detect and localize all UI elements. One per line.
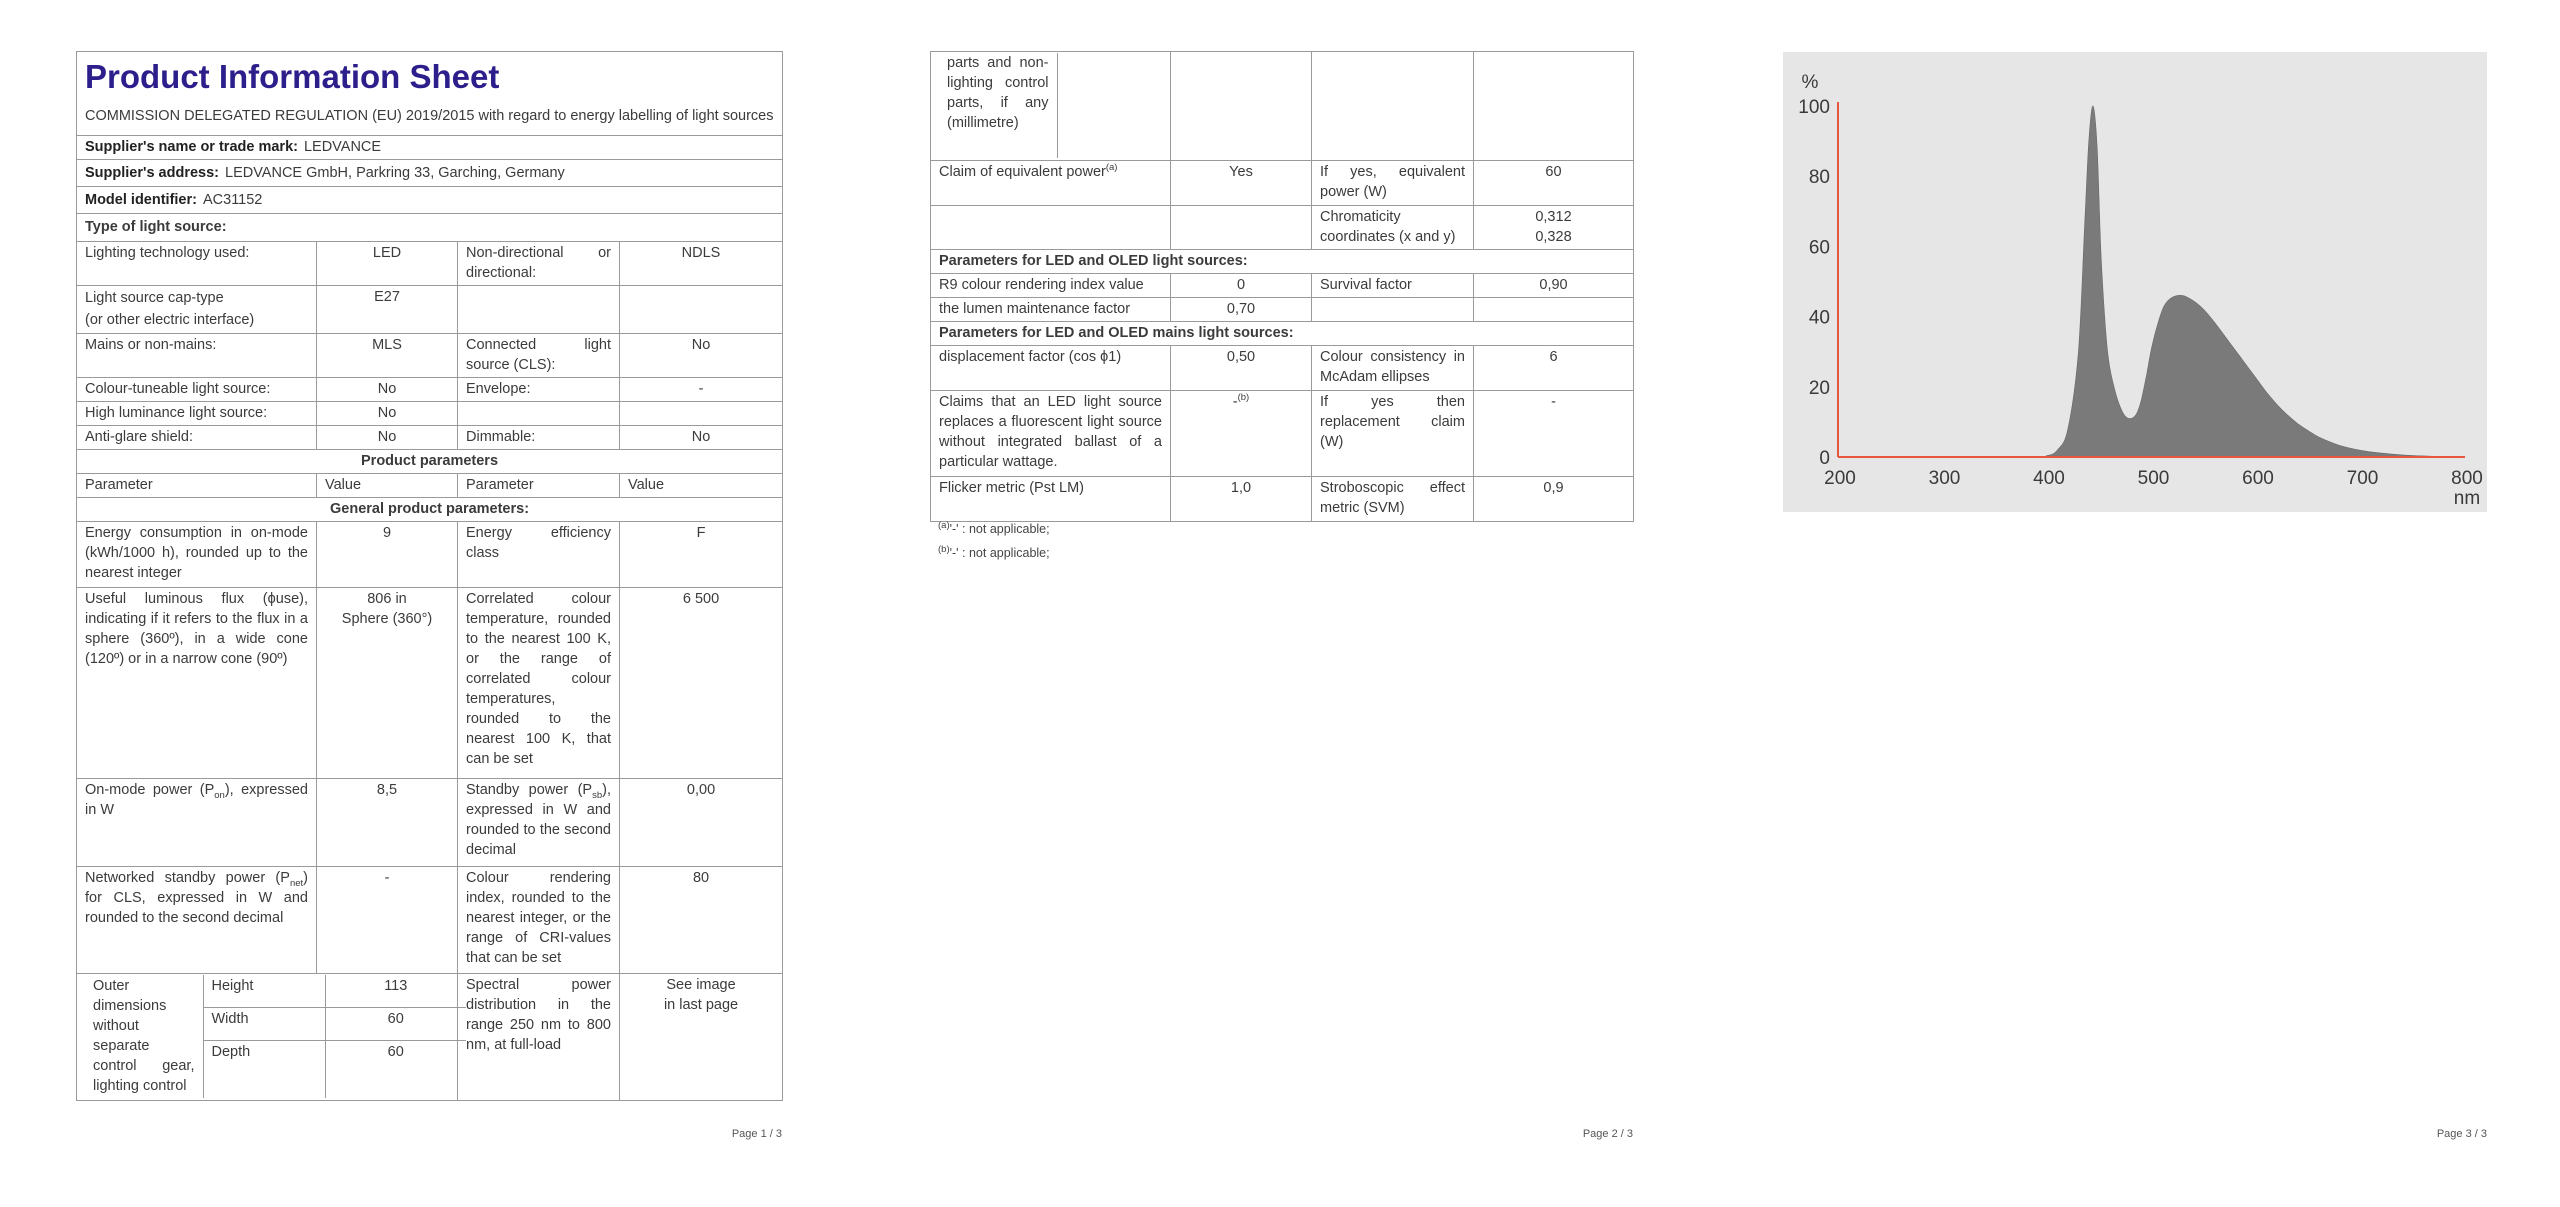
- flicker-value: 1,0: [1171, 477, 1312, 522]
- page-number: Page 3 / 3: [2436, 1128, 2487, 1140]
- chromaticity-x: 0,312: [1535, 209, 1572, 225]
- height-value: 113: [325, 975, 466, 1007]
- type-heading: Type of light source:: [77, 214, 783, 242]
- empty-cell: [1312, 298, 1474, 322]
- x-tick-label: 200: [1824, 468, 1856, 489]
- spd-value: [620, 974, 783, 1101]
- flicker-label: Flicker metric (Pst LM): [931, 477, 1171, 522]
- cls-label: Connected light source (CLS):: [458, 334, 620, 378]
- stroboscopic-label: Stroboscopic effect metric (SVM): [1312, 477, 1474, 522]
- onmode-power-value: 8,5: [317, 779, 458, 867]
- survival-value: 0,90: [1474, 274, 1634, 298]
- regulation-subtitle: COMMISSION DELEGATED REGULATION (EU) 2019/2015 with regard to energy labelling of light sources: [85, 108, 774, 124]
- outer-dimensions-cell: [77, 974, 458, 1101]
- lumen-maint-label: the lumen maintenance factor: [931, 298, 1171, 322]
- col-header-parameter: Parameter: [77, 474, 317, 498]
- onmode-label-b: ), expressed in W: [85, 782, 308, 818]
- tuneable-label: Colour-tuneable light source:: [77, 378, 317, 402]
- col-header-value: Value: [317, 474, 458, 498]
- spectral-power-chart: [1783, 52, 2487, 512]
- header-cell: [77, 52, 783, 136]
- empty-cell: [1057, 53, 1179, 158]
- page-number: Page 1 / 3: [731, 1128, 782, 1140]
- general-params-heading: General product parameters:: [77, 498, 783, 522]
- onmode-label-sub: on: [214, 789, 225, 801]
- height-label: Height: [203, 975, 325, 1007]
- high-lum-label: High luminance light source:: [77, 402, 317, 426]
- standby-label-sub: sb: [592, 789, 603, 801]
- footnote-a: [938, 519, 1050, 536]
- mains-label: Mains or non-mains:: [77, 334, 317, 378]
- standby-power-value: 0,00: [620, 779, 783, 867]
- energy-class-value: F: [620, 522, 783, 588]
- envelope-value: -: [620, 378, 783, 402]
- cap-value: E27: [317, 286, 458, 334]
- tuneable-value: No: [317, 378, 458, 402]
- cri-value: 80: [620, 867, 783, 974]
- r9-value: 0: [1171, 274, 1312, 298]
- page-1: [0, 0, 860, 1207]
- claims-label: Claims that an LED light source replaces a fluorescent light source without integrated ballast of a particular wattage.: [931, 391, 1171, 477]
- empty-cell: [458, 402, 620, 426]
- outer-dimensions-label: Outer dimensions without separate control gear, lighting control: [85, 975, 203, 1098]
- energy-class-label: Energy efficiency class: [458, 522, 620, 588]
- continued-subtable: [939, 53, 1179, 158]
- footnote-ref-a: (a): [1105, 162, 1118, 174]
- equiv-power-w-value: 60: [1474, 161, 1634, 206]
- lumen-maint-value: 0,70: [1171, 298, 1312, 322]
- survival-label: Survival factor: [1312, 274, 1474, 298]
- onmode-label-a: On-mode power (P: [85, 782, 215, 798]
- envelope-label: Envelope:: [458, 378, 620, 402]
- networked-standby-label: [77, 867, 317, 974]
- cct-label: Correlated colour temperature, rounded to the nearest 100 K, or the range of correlated colour temperatures, rounded to the nearest 100 K, that can be set: [458, 588, 620, 779]
- footnote-b-text: '-' : not applicable;: [949, 546, 1050, 560]
- claims-value-text: -: [1232, 394, 1238, 410]
- networked-label-b: ) for CLS, expressed in W and rounded to the second decimal: [85, 870, 308, 926]
- displacement-label: displacement factor (cos ϕ1): [931, 346, 1171, 391]
- model-label: Model identifier:: [85, 192, 197, 208]
- flux-value-line2: Sphere (360°): [341, 611, 433, 627]
- width-value: 60: [325, 1007, 466, 1040]
- supplier-row: [77, 136, 783, 160]
- footnote-a-mark: (a): [938, 519, 950, 531]
- supplier-value: LEDVANCE: [303, 139, 382, 155]
- spectral-power-svg: [1783, 52, 2487, 512]
- dimmable-value: No: [620, 426, 783, 450]
- depth-label: Depth: [203, 1040, 325, 1098]
- width-label: Width: [203, 1007, 325, 1040]
- empty-cell: [1312, 52, 1474, 161]
- cap-label-line2: (or other electric interface): [85, 312, 255, 328]
- energy-consumption-value: 9: [317, 522, 458, 588]
- x-tick-label: 500: [2137, 468, 2170, 489]
- empty-cell: [1171, 52, 1312, 161]
- y-tick-label: 20: [1808, 377, 1830, 399]
- standby-power-label: [458, 779, 620, 867]
- product-info-table-continued: [930, 51, 1634, 522]
- col-header-value: Value: [620, 474, 783, 498]
- dimmable-label: Dimmable:: [458, 426, 620, 450]
- cct-value: 6 500: [620, 588, 783, 779]
- directional-label: Non-directional or directional:: [458, 242, 620, 286]
- dimensions-subtable: [85, 975, 466, 1098]
- spd-value-line1: See image: [666, 977, 736, 993]
- equiv-power-label: [931, 161, 1171, 206]
- replacement-label: If yes then replacement claim (W): [1312, 391, 1474, 477]
- footnote-b-mark: (b): [938, 543, 950, 555]
- address-label: Supplier's address:: [85, 165, 219, 181]
- lighting-tech-value: LED: [317, 242, 458, 286]
- spectrum-area-0: [1838, 106, 2465, 457]
- x-tick-label: 300: [1928, 468, 1961, 489]
- y-tick-label: 60: [1808, 237, 1830, 259]
- page-title: Product Information Sheet: [85, 58, 500, 95]
- spd-value-line2: in last page: [663, 997, 739, 1013]
- continued-dimension-label: parts and non-lighting control parts, if any (millimetre): [939, 53, 1057, 158]
- cap-label-line1: Light source cap-type: [85, 290, 224, 306]
- empty-cell: [1474, 52, 1634, 161]
- claims-value: [1171, 391, 1312, 477]
- page-2: [860, 0, 1720, 1207]
- empty-cell: [1474, 298, 1634, 322]
- x-tick-label: 600: [2242, 468, 2274, 489]
- y-axis-unit-label: %: [1801, 72, 1819, 93]
- antiglare-value: No: [317, 426, 458, 450]
- x-tick-label: 700: [2346, 468, 2379, 489]
- col-header-parameter: Parameter: [458, 474, 620, 498]
- depth-value: 60: [387, 1043, 404, 1060]
- cri-label: Colour rendering index, rounded to the nearest integer, or the range of CRI-values that can be set: [458, 867, 620, 974]
- supplier-label: Supplier's name or trade mark:: [85, 139, 298, 155]
- antiglare-label: Anti-glare shield:: [77, 426, 317, 450]
- networked-label-sub: net: [289, 877, 304, 889]
- address-value: LEDVANCE GmbH, Parkring 33, Garching, Germany: [225, 165, 565, 181]
- y-tick-label: 0: [1819, 448, 1830, 469]
- flux-value-line1: 806 in: [367, 591, 407, 607]
- x-tick-label: 800: [2451, 468, 2483, 489]
- r9-label: R9 colour rendering index value: [931, 274, 1171, 298]
- empty-cell: [1171, 206, 1312, 250]
- page-number: Page 2 / 3: [1582, 1128, 1633, 1140]
- colour-consistency-value: 6: [1474, 346, 1634, 391]
- equiv-power-value: Yes: [1171, 161, 1312, 206]
- empty-cell: [931, 206, 1171, 250]
- product-info-table: [76, 51, 783, 1101]
- x-tick-label: 400: [2033, 468, 2065, 489]
- stroboscopic-value: 0,9: [1474, 477, 1634, 522]
- lighting-tech-label: Lighting technology used:: [77, 242, 317, 286]
- empty-cell: [620, 402, 783, 426]
- footnote-b: [938, 543, 1050, 560]
- luminous-flux-value: [317, 588, 458, 779]
- footnote-a-text: '-' : not applicable;: [949, 522, 1050, 536]
- empty-cell: [620, 286, 783, 334]
- standby-label-a: Standby power (P: [466, 782, 593, 798]
- cls-value: No: [620, 334, 783, 378]
- luminous-flux-label: Useful luminous flux (ϕuse), indicating if it refers to the flux in a sphere (360º), in a wide cone (120º) or in a narrow cone (90º): [77, 588, 317, 779]
- displacement-value: 0,50: [1171, 346, 1312, 391]
- footnote-ref-b: (b): [1237, 392, 1250, 404]
- led-oled-mains-heading: Parameters for LED and OLED mains light sources:: [931, 322, 1634, 346]
- cap-label: [77, 286, 317, 334]
- address-row: [77, 160, 783, 187]
- spd-label: Spectral power distribution in the range 250 nm to 800 nm, at full-load: [458, 974, 620, 1101]
- equiv-power-label-text: Claim of equivalent power: [939, 164, 1106, 180]
- networked-label-a: Networked standby power (P: [85, 870, 290, 886]
- chromaticity-label: Chromaticity coordinates (x and y): [1312, 206, 1474, 250]
- networked-standby-value: -: [317, 867, 458, 974]
- equiv-power-w-label: If yes, equivalent power (W): [1312, 161, 1474, 206]
- directional-value: NDLS: [620, 242, 783, 286]
- colour-consistency-label: Colour consistency in McAdam ellipses: [1312, 346, 1474, 391]
- empty-cell: [458, 286, 620, 334]
- led-oled-heading: Parameters for LED and OLED light sources:: [931, 250, 1634, 274]
- y-tick-label: 100: [1798, 97, 1830, 118]
- mains-value: MLS: [317, 334, 458, 378]
- energy-consumption-label: Energy consumption in on-mode (kWh/1000 h), rounded up to the nearest integer: [77, 522, 317, 588]
- product-params-heading: Product parameters: [77, 450, 783, 474]
- high-lum-value: No: [317, 402, 458, 426]
- onmode-power-label: [77, 779, 317, 867]
- y-tick-label: 80: [1808, 167, 1830, 189]
- model-value: AC31152: [202, 192, 263, 208]
- continued-dimension-cell: [931, 52, 1171, 161]
- chromaticity-y: 0,328: [1535, 229, 1572, 245]
- x-axis-unit-label: nm: [2453, 488, 2481, 509]
- replacement-value: -: [1474, 391, 1634, 477]
- standby-label-b: ), expressed in W and rounded to the second decimal: [466, 782, 611, 858]
- model-row: [77, 187, 783, 214]
- y-tick-label: 40: [1808, 307, 1830, 329]
- chromaticity-value: [1474, 206, 1634, 250]
